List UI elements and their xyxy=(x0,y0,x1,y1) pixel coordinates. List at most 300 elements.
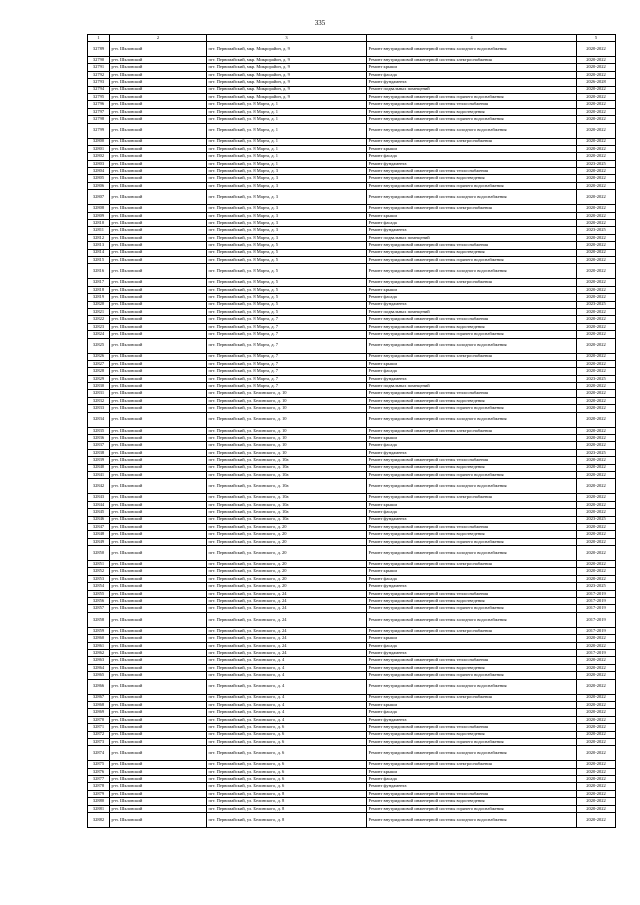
work-type-cell: Ремонт фундамента xyxy=(367,516,577,523)
address-cell: пгт. Первомайский, ул. Белинского, д. 10а xyxy=(207,509,367,516)
table-row xyxy=(88,531,616,538)
district-cell: р-н. Шкловский xyxy=(110,449,207,456)
period-cell: 2020-2022 xyxy=(577,108,616,115)
address-cell: пгт. Первомайский, мкр. Микрорайон, д. 9 xyxy=(207,42,367,57)
table-row xyxy=(88,308,616,315)
row-number: 32836 xyxy=(88,435,110,442)
district-cell: р-н. Шкловский xyxy=(110,516,207,523)
table-row xyxy=(88,338,616,353)
district-cell: р-н. Шкловский xyxy=(110,116,207,123)
address-cell: пгт. Первомайский, ул. 8 Марта, д. 5 xyxy=(207,279,367,286)
district-cell: р-н. Шкловский xyxy=(110,783,207,790)
row-number: 32803 xyxy=(88,160,110,167)
address-cell: пгт. Первомайский, ул. 8 Марта, д. 7 xyxy=(207,353,367,360)
address-cell: пгт. Первомайский, ул. Белинского, д. 20 xyxy=(207,575,367,582)
period-cell: 2023-2025 xyxy=(577,583,616,590)
address-cell: пгт. Первомайский, ул. 8 Марта, д. 7 xyxy=(207,316,367,323)
row-number: 32838 xyxy=(88,449,110,456)
row-number: 32858 xyxy=(88,612,110,627)
table-row xyxy=(88,479,616,494)
table-row xyxy=(88,516,616,523)
table-row xyxy=(88,664,616,671)
district-cell: р-н. Шкловский xyxy=(110,479,207,494)
row-number: 32802 xyxy=(88,153,110,160)
table-row xyxy=(88,509,616,516)
district-cell: р-н. Шкловский xyxy=(110,442,207,449)
table-row xyxy=(88,93,616,100)
period-cell: 2020-2022 xyxy=(577,138,616,145)
period-cell: 2020-2022 xyxy=(577,353,616,360)
district-cell: р-н. Шкловский xyxy=(110,308,207,315)
district-cell: р-н. Шкловский xyxy=(110,249,207,256)
work-type-cell: Ремонт внутридомовой инженерной системы горячего водоснабжения xyxy=(367,93,577,100)
work-type-cell: Ремонт внутридомовой инженерной системы водоотведения xyxy=(367,323,577,330)
period-cell: 2020-2022 xyxy=(577,212,616,219)
work-type-cell: Ремонт подвальных помещений xyxy=(367,86,577,93)
district-cell: р-н. Шкловский xyxy=(110,93,207,100)
work-type-cell: Ремонт внутридомовой инженерной системы теплоснабжения xyxy=(367,168,577,175)
table-row xyxy=(88,546,616,561)
row-number: 32819 xyxy=(88,294,110,301)
period-cell: 2017-2019 xyxy=(577,612,616,627)
row-number: 32821 xyxy=(88,308,110,315)
row-number: 32792 xyxy=(88,71,110,78)
address-cell: пгт. Первомайский, ул. Белинского, д. 8 xyxy=(207,790,367,797)
table-row xyxy=(88,390,616,397)
period-cell: 2020-2022 xyxy=(577,101,616,108)
address-cell: пгт. Первомайский, ул. 8 Марта, д. 1 xyxy=(207,138,367,145)
district-cell: р-н. Шкловский xyxy=(110,709,207,716)
work-type-cell: Ремонт фасада xyxy=(367,220,577,227)
work-type-cell: Ремонт внутридомовой инженерной системы электроснабжения xyxy=(367,57,577,64)
work-type-cell: Ремонт внутридомовой инженерной системы горячего водоснабжения xyxy=(367,116,577,123)
table-row xyxy=(88,220,616,227)
address-cell: пгт. Первомайский, ул. 8 Марта, д. 5 xyxy=(207,294,367,301)
row-number: 32809 xyxy=(88,212,110,219)
row-number: 32842 xyxy=(88,479,110,494)
district-cell: р-н. Шкловский xyxy=(110,175,207,182)
period-cell: 2020-2022 xyxy=(577,738,616,745)
row-number: 32847 xyxy=(88,523,110,530)
table-row xyxy=(88,264,616,279)
table-row xyxy=(88,79,616,86)
address-cell: пгт. Первомайский, мкр. Микрорайон, д. 9 xyxy=(207,93,367,100)
district-cell: р-н. Шкловский xyxy=(110,323,207,330)
period-cell: 2023-2025 xyxy=(577,160,616,167)
district-cell: р-н. Шкловский xyxy=(110,57,207,64)
district-cell: р-н. Шкловский xyxy=(110,701,207,708)
period-cell: 2020-2022 xyxy=(577,635,616,642)
row-number: 32827 xyxy=(88,360,110,367)
table-row xyxy=(88,598,616,605)
district-cell: р-н. Шкловский xyxy=(110,108,207,115)
work-type-cell: Ремонт внутридомовой инженерной системы теплоснабжения xyxy=(367,316,577,323)
work-type-cell: Ремонт внутридомовой инженерной системы теплоснабжения xyxy=(367,457,577,464)
district-cell: р-н. Шкловский xyxy=(110,494,207,501)
table-row xyxy=(88,679,616,694)
address-cell: пгт. Первомайский, ул. Белинского, д. 10а xyxy=(207,494,367,501)
period-cell: 2023-2025 xyxy=(577,375,616,382)
work-type-cell: Ремонт внутридомовой инженерной системы горячего водоснабжения xyxy=(367,182,577,189)
period-cell: 2020-2022 xyxy=(577,93,616,100)
district-cell: р-н. Шкловский xyxy=(110,383,207,390)
address-cell: пгт. Первомайский, ул. 8 Марта, д. 5 xyxy=(207,256,367,263)
address-cell: пгт. Первомайский, ул. Белинского, д. 8 xyxy=(207,805,367,812)
table-row xyxy=(88,138,616,145)
row-number: 32873 xyxy=(88,738,110,745)
row-number: 32871 xyxy=(88,724,110,731)
row-number: 32796 xyxy=(88,101,110,108)
address-cell: пгт. Первомайский, мкр. Микрорайон, д. 9 xyxy=(207,79,367,86)
table-row xyxy=(88,694,616,701)
row-number: 32800 xyxy=(88,138,110,145)
work-type-cell: Ремонт внутридомовой инженерной системы электроснабжения xyxy=(367,694,577,701)
table-row xyxy=(88,464,616,471)
row-number: 32875 xyxy=(88,761,110,768)
row-number: 32794 xyxy=(88,86,110,93)
address-cell: пгт. Первомайский, ул. 8 Марта, д. 3 xyxy=(207,234,367,241)
work-type-cell: Ремонт внутридомовой инженерной системы водоотведения xyxy=(367,664,577,671)
table-row xyxy=(88,635,616,642)
work-type-cell: Ремонт внутридомовой инженерной системы теплоснабжения xyxy=(367,101,577,108)
work-type-cell: Ремонт фасада xyxy=(367,71,577,78)
work-type-cell: Ремонт внутридомовой инженерной системы холодного водоснабжения xyxy=(367,123,577,138)
row-number: 32813 xyxy=(88,242,110,249)
period-cell: 2020-2022 xyxy=(577,205,616,212)
district-cell: р-н. Шкловский xyxy=(110,212,207,219)
address-cell: пгт. Первомайский, ул. Белинского, д. 10 xyxy=(207,405,367,412)
work-type-cell: Ремонт внутридомовой инженерной системы теплоснабжения xyxy=(367,590,577,597)
work-type-cell: Ремонт внутридомовой инженерной системы горячего водоснабжения xyxy=(367,405,577,412)
work-type-cell: Ремонт внутридомовой инженерной системы горячего водоснабжения xyxy=(367,331,577,338)
district-cell: р-н. Шкловский xyxy=(110,768,207,775)
address-cell: пгт. Первомайский, ул. Белинского, д. 6 xyxy=(207,783,367,790)
work-type-cell: Ремонт фундамента xyxy=(367,783,577,790)
row-number: 32849 xyxy=(88,538,110,545)
work-type-cell: Ремонт внутридомовой инженерной системы горячего водоснабжения xyxy=(367,738,577,745)
district-cell: р-н. Шкловский xyxy=(110,464,207,471)
table-row xyxy=(88,575,616,582)
address-cell: пгт. Первомайский, ул. Белинского, д. 4 xyxy=(207,694,367,701)
row-number: 32880 xyxy=(88,798,110,805)
table-row xyxy=(88,182,616,189)
table-row xyxy=(88,805,616,812)
row-number: 32808 xyxy=(88,205,110,212)
address-cell: пгт. Первомайский, ул. 8 Марта, д. 5 xyxy=(207,242,367,249)
row-number: 32834 xyxy=(88,412,110,427)
period-cell: 2020-2022 xyxy=(577,805,616,812)
address-cell: пгт. Первомайский, ул. Белинского, д. 6 xyxy=(207,768,367,775)
district-cell: р-н. Шкловский xyxy=(110,598,207,605)
table-row xyxy=(88,145,616,152)
district-cell: р-н. Шкловский xyxy=(110,294,207,301)
row-number: 32820 xyxy=(88,301,110,308)
table-row xyxy=(88,123,616,138)
district-cell: р-н. Шкловский xyxy=(110,205,207,212)
table-row xyxy=(88,501,616,508)
district-cell: р-н. Шкловский xyxy=(110,776,207,783)
period-cell: 2020-2022 xyxy=(577,701,616,708)
district-cell: р-н. Шкловский xyxy=(110,635,207,642)
row-number: 32867 xyxy=(88,694,110,701)
row-number: 32828 xyxy=(88,368,110,375)
row-number: 32859 xyxy=(88,627,110,634)
table-row xyxy=(88,294,616,301)
district-cell: р-н. Шкловский xyxy=(110,805,207,812)
period-cell: 2020-2022 xyxy=(577,798,616,805)
row-number: 32806 xyxy=(88,182,110,189)
table-row xyxy=(88,116,616,123)
address-cell: пгт. Первомайский, ул. 8 Марта, д. 7 xyxy=(207,383,367,390)
work-type-cell: Ремонт внутридомовой инженерной системы электроснабжения xyxy=(367,761,577,768)
row-number: 32799 xyxy=(88,123,110,138)
address-cell: пгт. Первомайский, ул. 8 Марта, д. 5 xyxy=(207,301,367,308)
district-cell: р-н. Шкловский xyxy=(110,561,207,568)
row-number: 32816 xyxy=(88,264,110,279)
table-row xyxy=(88,738,616,745)
district-cell: р-н. Шкловский xyxy=(110,138,207,145)
address-cell: пгт. Первомайский, ул. 8 Марта, д. 3 xyxy=(207,190,367,205)
address-cell: пгт. Первомайский, мкр. Микрорайон, д. 9 xyxy=(207,86,367,93)
period-cell: 2023-2025 xyxy=(577,301,616,308)
address-cell: пгт. Первомайский, ул. Белинского, д. 10 xyxy=(207,427,367,434)
row-number: 32831 xyxy=(88,390,110,397)
district-cell: р-н. Шкловский xyxy=(110,145,207,152)
period-cell: 2020-2022 xyxy=(577,412,616,427)
row-number: 32856 xyxy=(88,598,110,605)
row-number: 32851 xyxy=(88,561,110,568)
table-row xyxy=(88,301,616,308)
row-number: 32855 xyxy=(88,590,110,597)
row-number: 32853 xyxy=(88,575,110,582)
work-type-cell: Ремонт крыши xyxy=(367,286,577,293)
period-cell: 2020-2022 xyxy=(577,71,616,78)
table-row xyxy=(88,427,616,434)
table-row xyxy=(88,86,616,93)
table-row xyxy=(88,353,616,360)
period-cell: 2020-2022 xyxy=(577,338,616,353)
address-cell: пгт. Первомайский, ул. 8 Марта, д. 7 xyxy=(207,360,367,367)
district-cell: р-н. Шкловский xyxy=(110,331,207,338)
address-cell: пгт. Первомайский, ул. Белинского, д. 24 xyxy=(207,598,367,605)
period-cell: 2020-2022 xyxy=(577,538,616,545)
address-cell: пгт. Первомайский, ул. Белинского, д. 6 xyxy=(207,724,367,731)
period-cell: 2020-2022 xyxy=(577,776,616,783)
address-cell: пгт. Первомайский, ул. Белинского, д. 8 xyxy=(207,813,367,828)
address-cell: пгт. Первомайский, ул. Белинского, д. 4 xyxy=(207,664,367,671)
table-row xyxy=(88,561,616,568)
address-cell: пгт. Первомайский, ул. Белинского, д. 4 xyxy=(207,679,367,694)
period-cell: 2020-2022 xyxy=(577,568,616,575)
work-type-cell: Ремонт фундамента xyxy=(367,79,577,86)
address-cell: пгт. Первомайский, ул. 8 Марта, д. 5 xyxy=(207,264,367,279)
address-cell: пгт. Первомайский, ул. 8 Марта, д. 7 xyxy=(207,375,367,382)
row-number: 32825 xyxy=(88,338,110,353)
period-cell: 2020-2022 xyxy=(577,64,616,71)
work-type-cell: Ремонт внутридомовой инженерной системы теплоснабжения xyxy=(367,523,577,530)
period-cell: 2020-2022 xyxy=(577,790,616,797)
district-cell: р-н. Шкловский xyxy=(110,664,207,671)
table-row xyxy=(88,716,616,723)
table-row xyxy=(88,286,616,293)
row-number: 32850 xyxy=(88,546,110,561)
work-type-cell: Ремонт внутридомовой инженерной системы холодного водоснабжения xyxy=(367,338,577,353)
address-cell: пгт. Первомайский, ул. 8 Марта, д. 3 xyxy=(207,227,367,234)
address-cell: пгт. Первомайский, ул. Белинского, д. 4 xyxy=(207,716,367,723)
table-row xyxy=(88,71,616,78)
table-row xyxy=(88,360,616,367)
district-cell: р-н. Шкловский xyxy=(110,679,207,694)
period-cell: 2020-2022 xyxy=(577,242,616,249)
table-row xyxy=(88,627,616,634)
address-cell: пгт. Первомайский, ул. Белинского, д. 24 xyxy=(207,635,367,642)
table-body xyxy=(88,42,616,828)
address-cell: пгт. Первомайский, ул. 8 Марта, д. 3 xyxy=(207,205,367,212)
table-row xyxy=(88,331,616,338)
period-cell: 2020-2022 xyxy=(577,657,616,664)
work-type-cell: Ремонт внутридомовой инженерной системы водоотведения xyxy=(367,464,577,471)
period-cell: 2020-2022 xyxy=(577,405,616,412)
district-cell: р-н. Шкловский xyxy=(110,813,207,828)
row-number: 32879 xyxy=(88,790,110,797)
row-number: 32789 xyxy=(88,42,110,57)
district-cell: р-н. Шкловский xyxy=(110,264,207,279)
address-cell: пгт. Первомайский, ул. Белинского, д. 24 xyxy=(207,612,367,627)
period-cell: 2020-2022 xyxy=(577,642,616,649)
period-cell: 2023-2025 xyxy=(577,449,616,456)
row-number: 32830 xyxy=(88,383,110,390)
address-cell: пгт. Первомайский, ул. Белинского, д. 6 xyxy=(207,776,367,783)
address-cell: пгт. Первомайский, ул. 8 Марта, д. 1 xyxy=(207,145,367,152)
period-cell: 2020-2022 xyxy=(577,435,616,442)
work-type-cell: Ремонт фасада xyxy=(367,294,577,301)
row-number: 32801 xyxy=(88,145,110,152)
address-cell: пгт. Первомайский, ул. Белинского, д. 10 xyxy=(207,449,367,456)
period-cell: 2020-2022 xyxy=(577,768,616,775)
district-cell: р-н. Шкловский xyxy=(110,412,207,427)
work-type-cell: Ремонт внутридомовой инженерной системы водоотведения xyxy=(367,598,577,605)
row-number: 32868 xyxy=(88,701,110,708)
row-number: 32882 xyxy=(88,813,110,828)
period-cell: 2017-2019 xyxy=(577,650,616,657)
table-row xyxy=(88,746,616,761)
row-number: 32812 xyxy=(88,234,110,241)
address-cell: пгт. Первомайский, ул. Белинского, д. 20 xyxy=(207,523,367,530)
row-number: 32857 xyxy=(88,605,110,612)
row-number: 32829 xyxy=(88,375,110,382)
period-cell: 2020-2022 xyxy=(577,368,616,375)
district-cell: р-н. Шкловский xyxy=(110,457,207,464)
work-type-cell: Ремонт крыши xyxy=(367,568,577,575)
table-row xyxy=(88,783,616,790)
period-cell: 2020-2022 xyxy=(577,694,616,701)
address-cell: пгт. Первомайский, ул. 8 Марта, д. 1 xyxy=(207,123,367,138)
table-row xyxy=(88,212,616,219)
row-number: 32797 xyxy=(88,108,110,115)
work-type-cell: Ремонт фасада xyxy=(367,642,577,649)
period-cell: 2020-2022 xyxy=(577,316,616,323)
period-cell: 2020-2022 xyxy=(577,664,616,671)
table-row xyxy=(88,523,616,530)
period-cell: 2020-2022 xyxy=(577,479,616,494)
period-cell: 2020-2022 xyxy=(577,168,616,175)
district-cell: р-н. Шкловский xyxy=(110,650,207,657)
row-number: 32835 xyxy=(88,427,110,434)
row-number: 32846 xyxy=(88,516,110,523)
work-type-cell: Ремонт крыши xyxy=(367,360,577,367)
work-type-cell: Ремонт внутридомовой инженерной системы водоотведения xyxy=(367,798,577,805)
district-cell: р-н. Шкловский xyxy=(110,182,207,189)
work-type-cell: Ремонт фасада xyxy=(367,709,577,716)
row-number: 32823 xyxy=(88,323,110,330)
period-cell: 2020-2022 xyxy=(577,264,616,279)
table-row xyxy=(88,101,616,108)
table-row xyxy=(88,397,616,404)
district-cell: р-н. Шкловский xyxy=(110,583,207,590)
work-type-cell: Ремонт внутридомовой инженерной системы электроснабжения xyxy=(367,353,577,360)
repair-schedule-table xyxy=(87,34,616,828)
row-number: 32790 xyxy=(88,57,110,64)
district-cell: р-н. Шкловский xyxy=(110,190,207,205)
district-cell: р-н. Шкловский xyxy=(110,153,207,160)
table-row xyxy=(88,471,616,478)
address-cell: пгт. Первомайский, ул. Белинского, д. 20 xyxy=(207,546,367,561)
table-row xyxy=(88,256,616,263)
district-cell: р-н. Шкловский xyxy=(110,738,207,745)
district-cell: р-н. Шкловский xyxy=(110,375,207,382)
table-row xyxy=(88,227,616,234)
period-cell: 2020-2022 xyxy=(577,153,616,160)
row-number: 32845 xyxy=(88,509,110,516)
table-row xyxy=(88,190,616,205)
work-type-cell: Ремонт внутридомовой инженерной системы горячего водоснабжения xyxy=(367,256,577,263)
address-cell: пгт. Первомайский, ул. 8 Марта, д. 7 xyxy=(207,331,367,338)
work-type-cell: Ремонт подвальных помещений xyxy=(367,234,577,241)
address-cell: пгт. Первомайский, ул. Белинского, д. 24 xyxy=(207,627,367,634)
period-cell: 2020-2022 xyxy=(577,716,616,723)
address-cell: пгт. Первомайский, ул. Белинского, д. 4 xyxy=(207,709,367,716)
table-row xyxy=(88,368,616,375)
table-row xyxy=(88,761,616,768)
table-row xyxy=(88,64,616,71)
work-type-cell: Ремонт внутридомовой инженерной системы горячего водоснабжения xyxy=(367,605,577,612)
period-cell: 2017-2019 xyxy=(577,605,616,612)
address-cell: пгт. Первомайский, ул. 8 Марта, д. 5 xyxy=(207,308,367,315)
work-type-cell: Ремонт крыши xyxy=(367,212,577,219)
table-row xyxy=(88,731,616,738)
period-cell: 2020-2022 xyxy=(577,234,616,241)
period-cell: 2020-2022 xyxy=(577,531,616,538)
period-cell: 2023-2025 xyxy=(577,227,616,234)
work-type-cell: Ремонт фундамента xyxy=(367,650,577,657)
address-cell: пгт. Первомайский, ул. Белинского, д. 6 xyxy=(207,746,367,761)
work-type-cell: Ремонт внутридомовой инженерной системы теплоснабжения xyxy=(367,790,577,797)
district-cell: р-н. Шкловский xyxy=(110,716,207,723)
district-cell: р-н. Шкловский xyxy=(110,509,207,516)
row-number: 32805 xyxy=(88,175,110,182)
table-row xyxy=(88,405,616,412)
district-cell: р-н. Шкловский xyxy=(110,612,207,627)
work-type-cell: Ремонт фундамента xyxy=(367,449,577,456)
address-cell: пгт. Первомайский, ул. Белинского, д. 20 xyxy=(207,531,367,538)
district-cell: р-н. Шкловский xyxy=(110,160,207,167)
address-cell: пгт. Первомайский, ул. 8 Марта, д. 3 xyxy=(207,175,367,182)
district-cell: р-н. Шкловский xyxy=(110,523,207,530)
district-cell: р-н. Шкловский xyxy=(110,546,207,561)
district-cell: р-н. Шкловский xyxy=(110,605,207,612)
address-cell: пгт. Первомайский, ул. 8 Марта, д. 5 xyxy=(207,286,367,293)
table-row xyxy=(88,316,616,323)
